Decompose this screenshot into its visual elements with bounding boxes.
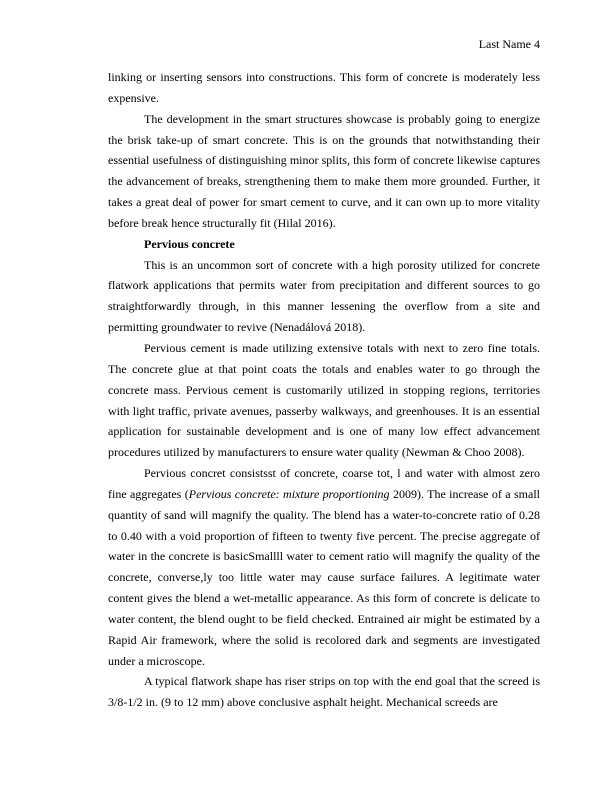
paragraph-flatwork-shape: A typical flatwork shape has riser strips on top with the end goal that the screed is 3/8-1/2 in. (9 to 12 mm) above conclusive asphalt height. Mechanical screeds are: [108, 674, 540, 710]
citation-title-italic: Pervious concrete: mixture proportioning: [188, 486, 390, 501]
paragraph-smart-structures: The development in the smart structures showcase is probably going to energize the brisk take-up of smart concrete. This is on the grounds that notwithstanding their essential usefulness of distinguishing minor splits, this form of concrete likewise captures the advancement of breaks, strengthening them to make them more grounded. Further, it takes a great deal of power for smart cement to curve, and it can own up to more vitality before break hence structurally fit (Hilal 2016).: [108, 111, 540, 230]
paragraph-mixture-text-before: Pervious concret consistsst of concrete, coarse tot, l and water with almost zero fine aggregates (: [108, 466, 540, 501]
paragraph-pervious-mixture: [108, 463, 540, 671]
paragraph-pervious-intro: This is an uncommon sort of concrete with a high porosity utilized for concrete flatwork applications that permits water from precipitation and different sources to go straightforwardly through, in this manner lessening the overflow from a site and permitting groundwater to revive (Nenadálová 2018).: [108, 257, 540, 335]
paragraph-mixture-text-after: 2009). The increase of a small quantity of sand will magnify the quality. The blend has a water-to-concrete ratio of 0.28 to 0.40 with a void proportion of fifteen to twenty five percent. The precise aggregate of water in the concrete is basicSmallll water to cement ratio will magnify the quality of the concrete, converse,ly too little water may cause surface failures. A legitimate water content gives the blend a wet-metallic appearance. As this form of concrete is delicate to water content, the blend ought to be field checked. Entrained air might be estimated by a Rapid Air framework, where the solid is recolored dark and segments are investigated under a microscope.: [108, 486, 540, 668]
body-text: [108, 67, 540, 713]
running-head: Last Name 4: [478, 37, 540, 51]
paragraph-pervious-cement: Pervious cement is made utilizing extensive totals with next to zero fine totals. The concrete glue at that point coats the totals and enables water to go through the concrete mass. Pervious cement is customarily utilized in stopping regions, territories with light traffic, private avenues, passerby walkways, and greenhouses. It is an essential application for sustainable development and is one of many low effect advancement procedures utilized by manufacturers to ensure water quality (Newman & Choo 2008).: [108, 340, 540, 460]
section-heading-pervious-concrete: Pervious concrete: [144, 236, 235, 251]
paragraph-continued: linking or inserting sensors into constructions. This form of concrete is moderately less expensive.: [108, 70, 540, 105]
